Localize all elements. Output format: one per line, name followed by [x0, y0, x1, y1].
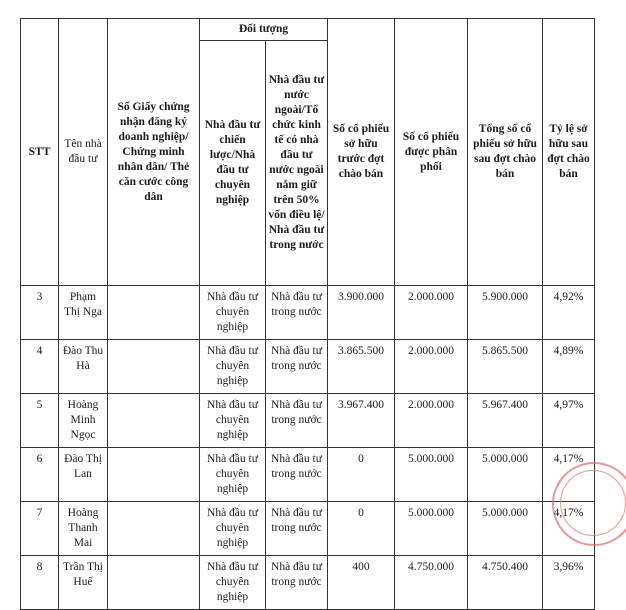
cell-foreign: Nhà đầu tư trong nước	[266, 286, 328, 340]
cell-strategic: Nhà đầu tư chuyên nghiệp	[200, 340, 266, 394]
cell-ratio: 4,17%	[543, 502, 595, 556]
header-foreign: Nhà đầu tư nước ngoài/Tổ chức kinh tế có nhà đầu tư nước ngoài nắm giữ trên 50% vốn điều lệ/ Nhà đầu tư trong nước	[266, 41, 328, 286]
cell-id-doc	[108, 448, 200, 502]
header-name: Tên nhà đầu tư	[59, 19, 108, 286]
cell-strategic: Nhà đầu tư chuyên nghiệp	[200, 394, 266, 448]
cell-before: 0	[328, 448, 395, 502]
cell-foreign: Nhà đầu tư trong nước	[266, 340, 328, 394]
cell-name: Hoàng Thanh Mai	[59, 502, 108, 556]
cell-foreign: Nhà đầu tư trong nước	[266, 556, 328, 610]
cell-allocated: 5.000.000	[395, 502, 468, 556]
cell-stt: 6	[21, 448, 59, 502]
cell-foreign: Nhà đầu tư trong nước	[266, 448, 328, 502]
cell-stt: 3	[21, 286, 59, 340]
cell-allocated: 2.000.000	[395, 340, 468, 394]
cell-allocated: 5.000.000	[395, 448, 468, 502]
cell-ratio: 3,96%	[543, 556, 595, 610]
header-total-after: Tổng số cổ phiếu sở hữu sau đợt chào bán	[468, 19, 543, 286]
header-id-doc: Số Giấy chứng nhận đăng ký doanh nghiệp/ Chứng minh nhân dân/ Thẻ căn cước công dân	[108, 19, 200, 286]
table-row	[21, 502, 595, 556]
cell-id-doc	[108, 286, 200, 340]
cell-name: Đào Thu Hà	[59, 340, 108, 394]
cell-stt: 8	[21, 556, 59, 610]
table-row	[21, 286, 595, 340]
cell-ratio: 4,17%	[543, 448, 595, 502]
cell-ratio: 4,97%	[543, 394, 595, 448]
cell-ratio: 4,89%	[543, 340, 595, 394]
cell-before: 0	[328, 502, 395, 556]
cell-allocated: 2.000.000	[395, 286, 468, 340]
cell-name: Đào Thị Lan	[59, 448, 108, 502]
header-group: Đối tượng	[200, 19, 328, 41]
red-seal-inner-ring	[560, 470, 626, 536]
cell-total-after: 5.900.000	[468, 286, 543, 340]
header-before: Số cổ phiếu sở hữu trước đợt chào bán	[328, 19, 395, 286]
investor-table	[20, 18, 595, 610]
cell-total-after: 5.000.000	[468, 502, 543, 556]
cell-strategic: Nhà đầu tư chuyên nghiệp	[200, 448, 266, 502]
header-ratio-after: Tỷ lệ sở hữu sau đợt chào bán	[543, 19, 595, 286]
header-stt: STT	[21, 19, 59, 286]
cell-stt: 5	[21, 394, 59, 448]
cell-id-doc	[108, 502, 200, 556]
cell-foreign: Nhà đầu tư trong nước	[266, 394, 328, 448]
cell-id-doc	[108, 394, 200, 448]
cell-total-after: 4.750.400	[468, 556, 543, 610]
cell-ratio: 4,92%	[543, 286, 595, 340]
cell-stt: 7	[21, 502, 59, 556]
header-allocated: Số cổ phiếu được phân phối	[395, 19, 468, 286]
cell-id-doc	[108, 340, 200, 394]
table-row	[21, 394, 595, 448]
table-row	[21, 556, 595, 610]
header-strategic: Nhà đầu tư chiến lược/Nhà đầu tư chuyên nghiệp	[200, 41, 266, 286]
cell-strategic: Nhà đầu tư chuyên nghiệp	[200, 556, 266, 610]
table-row	[21, 448, 595, 502]
cell-strategic: Nhà đầu tư chuyên nghiệp	[200, 286, 266, 340]
cell-before: 400	[328, 556, 395, 610]
cell-strategic: Nhà đầu tư chuyên nghiệp	[200, 502, 266, 556]
cell-total-after: 5.000.000	[468, 448, 543, 502]
cell-total-after: 5.967.400	[468, 394, 543, 448]
cell-id-doc	[108, 556, 200, 610]
cell-name: Hoàng Minh Ngọc	[59, 394, 108, 448]
cell-before: 3.967.400	[328, 394, 395, 448]
cell-allocated: 4.750.000	[395, 556, 468, 610]
cell-allocated: 2.000.000	[395, 394, 468, 448]
cell-name: Trần Thị Huế	[59, 556, 108, 610]
cell-foreign: Nhà đầu tư trong nước	[266, 502, 328, 556]
cell-before: 3.900.000	[328, 286, 395, 340]
cell-total-after: 5.865.500	[468, 340, 543, 394]
table-row	[21, 340, 595, 394]
red-seal-stamp	[552, 462, 626, 546]
cell-name: Phạm Thị Nga	[59, 286, 108, 340]
cell-stt: 4	[21, 340, 59, 394]
cell-before: 3.865.500	[328, 340, 395, 394]
